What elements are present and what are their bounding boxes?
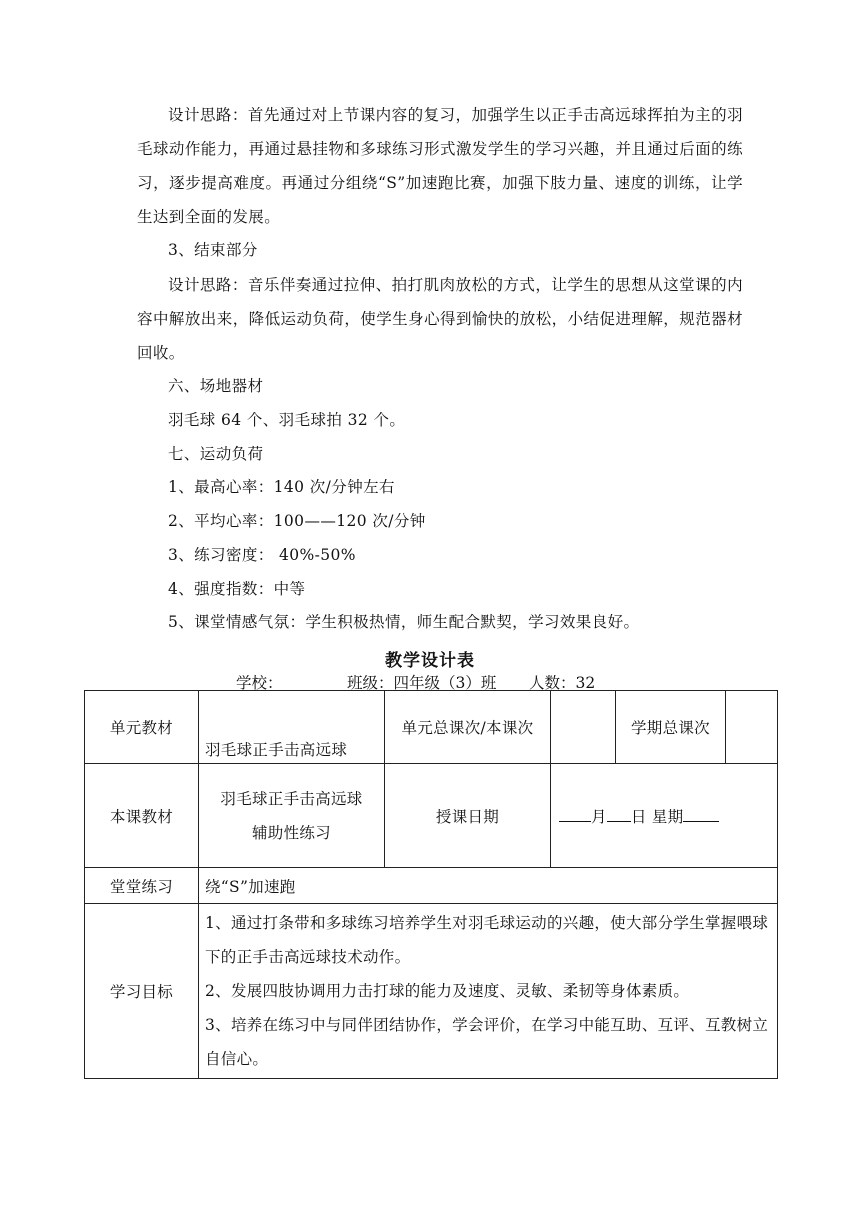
load-item-2: 2、平均心率：100——120 次/分钟 (168, 512, 426, 530)
table-row (85, 868, 778, 904)
weekday-blank (683, 805, 719, 822)
goal-item-1: 1、通过打条带和多球练习培养学生对羽毛球运动的兴趣，使大部分学生掌握喂球下的正手击高远球技术动作。 (205, 914, 769, 966)
school-label: 学校： (236, 674, 283, 692)
practice-label: 堂堂练习 (85, 868, 199, 904)
date-value (551, 764, 778, 868)
date-label: 授课日期 (385, 764, 551, 868)
goals-label: 学习目标 (85, 904, 199, 1079)
goal-item-2: 2、发展四肢协调用力击打球的能力及速度、灵敏、柔韧等身体素质。 (205, 982, 690, 1000)
month-label: 月 (591, 807, 607, 826)
practice-value: 绕“S”加速跑 (199, 868, 778, 904)
load-item-4: 4、强度指数：中等 (168, 580, 306, 598)
design-idea-paragraph-2: 设计思路：音乐伴奏通过拉伸、拍打肌肉放松的方式，让学生的思想从这堂课的内容中解放出来，降低运动负荷，使学生身心得到愉快的放松，小结促进理解，规范器材回收。 (137, 276, 743, 362)
goals-list (199, 904, 778, 1079)
section-heading-load: 七、运动负荷 (168, 445, 264, 463)
day-weekday-label: 日 星期 (630, 807, 684, 826)
term-lessons-value (726, 691, 778, 764)
term-lessons-label: 学期总课次 (616, 691, 726, 764)
design-idea-paragraph-1: 设计思路：首先通过对上节课内容的复习，加强学生以正手击高远球挥拍为主的羽毛球动作能力，再通过悬挂物和多球练习形式激发学生的学习兴趣，并且通过后面的练习，逐步提高难度。再通过分组绕“S”加速跑比赛，加强下肢力量、速度的训练，让学生达到全面的发展。 (137, 106, 743, 226)
section-heading-ending: 3、结束部分 (168, 241, 258, 259)
unit-lessons-value (551, 691, 616, 764)
table-header-info (0, 671, 860, 691)
table-row (85, 764, 778, 868)
load-item-5: 5、课堂情感气氛：学生积极热情，师生配合默契，学习效果良好。 (168, 613, 640, 631)
lesson-material-label: 本课教材 (85, 764, 199, 868)
equipment-text: 羽毛球 64 个、羽毛球拍 32 个。 (168, 411, 406, 429)
table-row (85, 691, 778, 764)
lesson-material-line-2: 辅助性练习 (251, 823, 331, 842)
lesson-material-value (199, 764, 385, 868)
month-blank (559, 805, 591, 822)
table-title: 教学设计表 (385, 651, 475, 671)
load-item-3: 3、练习密度： 40%-50% (168, 546, 356, 564)
table-row (85, 904, 778, 1079)
lesson-material-line-1: 羽毛球正手击高远球 (220, 789, 363, 808)
unit-material-value: 羽毛球正手击高远球 (199, 691, 385, 764)
section-heading-equipment: 六、场地器材 (168, 377, 264, 395)
day-blank (607, 805, 631, 822)
unit-material-label: 单元教材 (85, 691, 199, 764)
load-item-1: 1、最高心率：140 次/分钟左右 (168, 478, 395, 496)
unit-lessons-label: 单元总课次/本课次 (385, 691, 551, 764)
count-label: 人数：32 (529, 674, 596, 692)
goal-item-3: 3、培养在练习中与同伴团结协作，学会评价，在学习中能互助、互评、互教树立自信心。 (205, 1016, 769, 1068)
class-label: 班级：四年级（3）班 (347, 674, 497, 692)
teaching-design-table (84, 690, 778, 1079)
